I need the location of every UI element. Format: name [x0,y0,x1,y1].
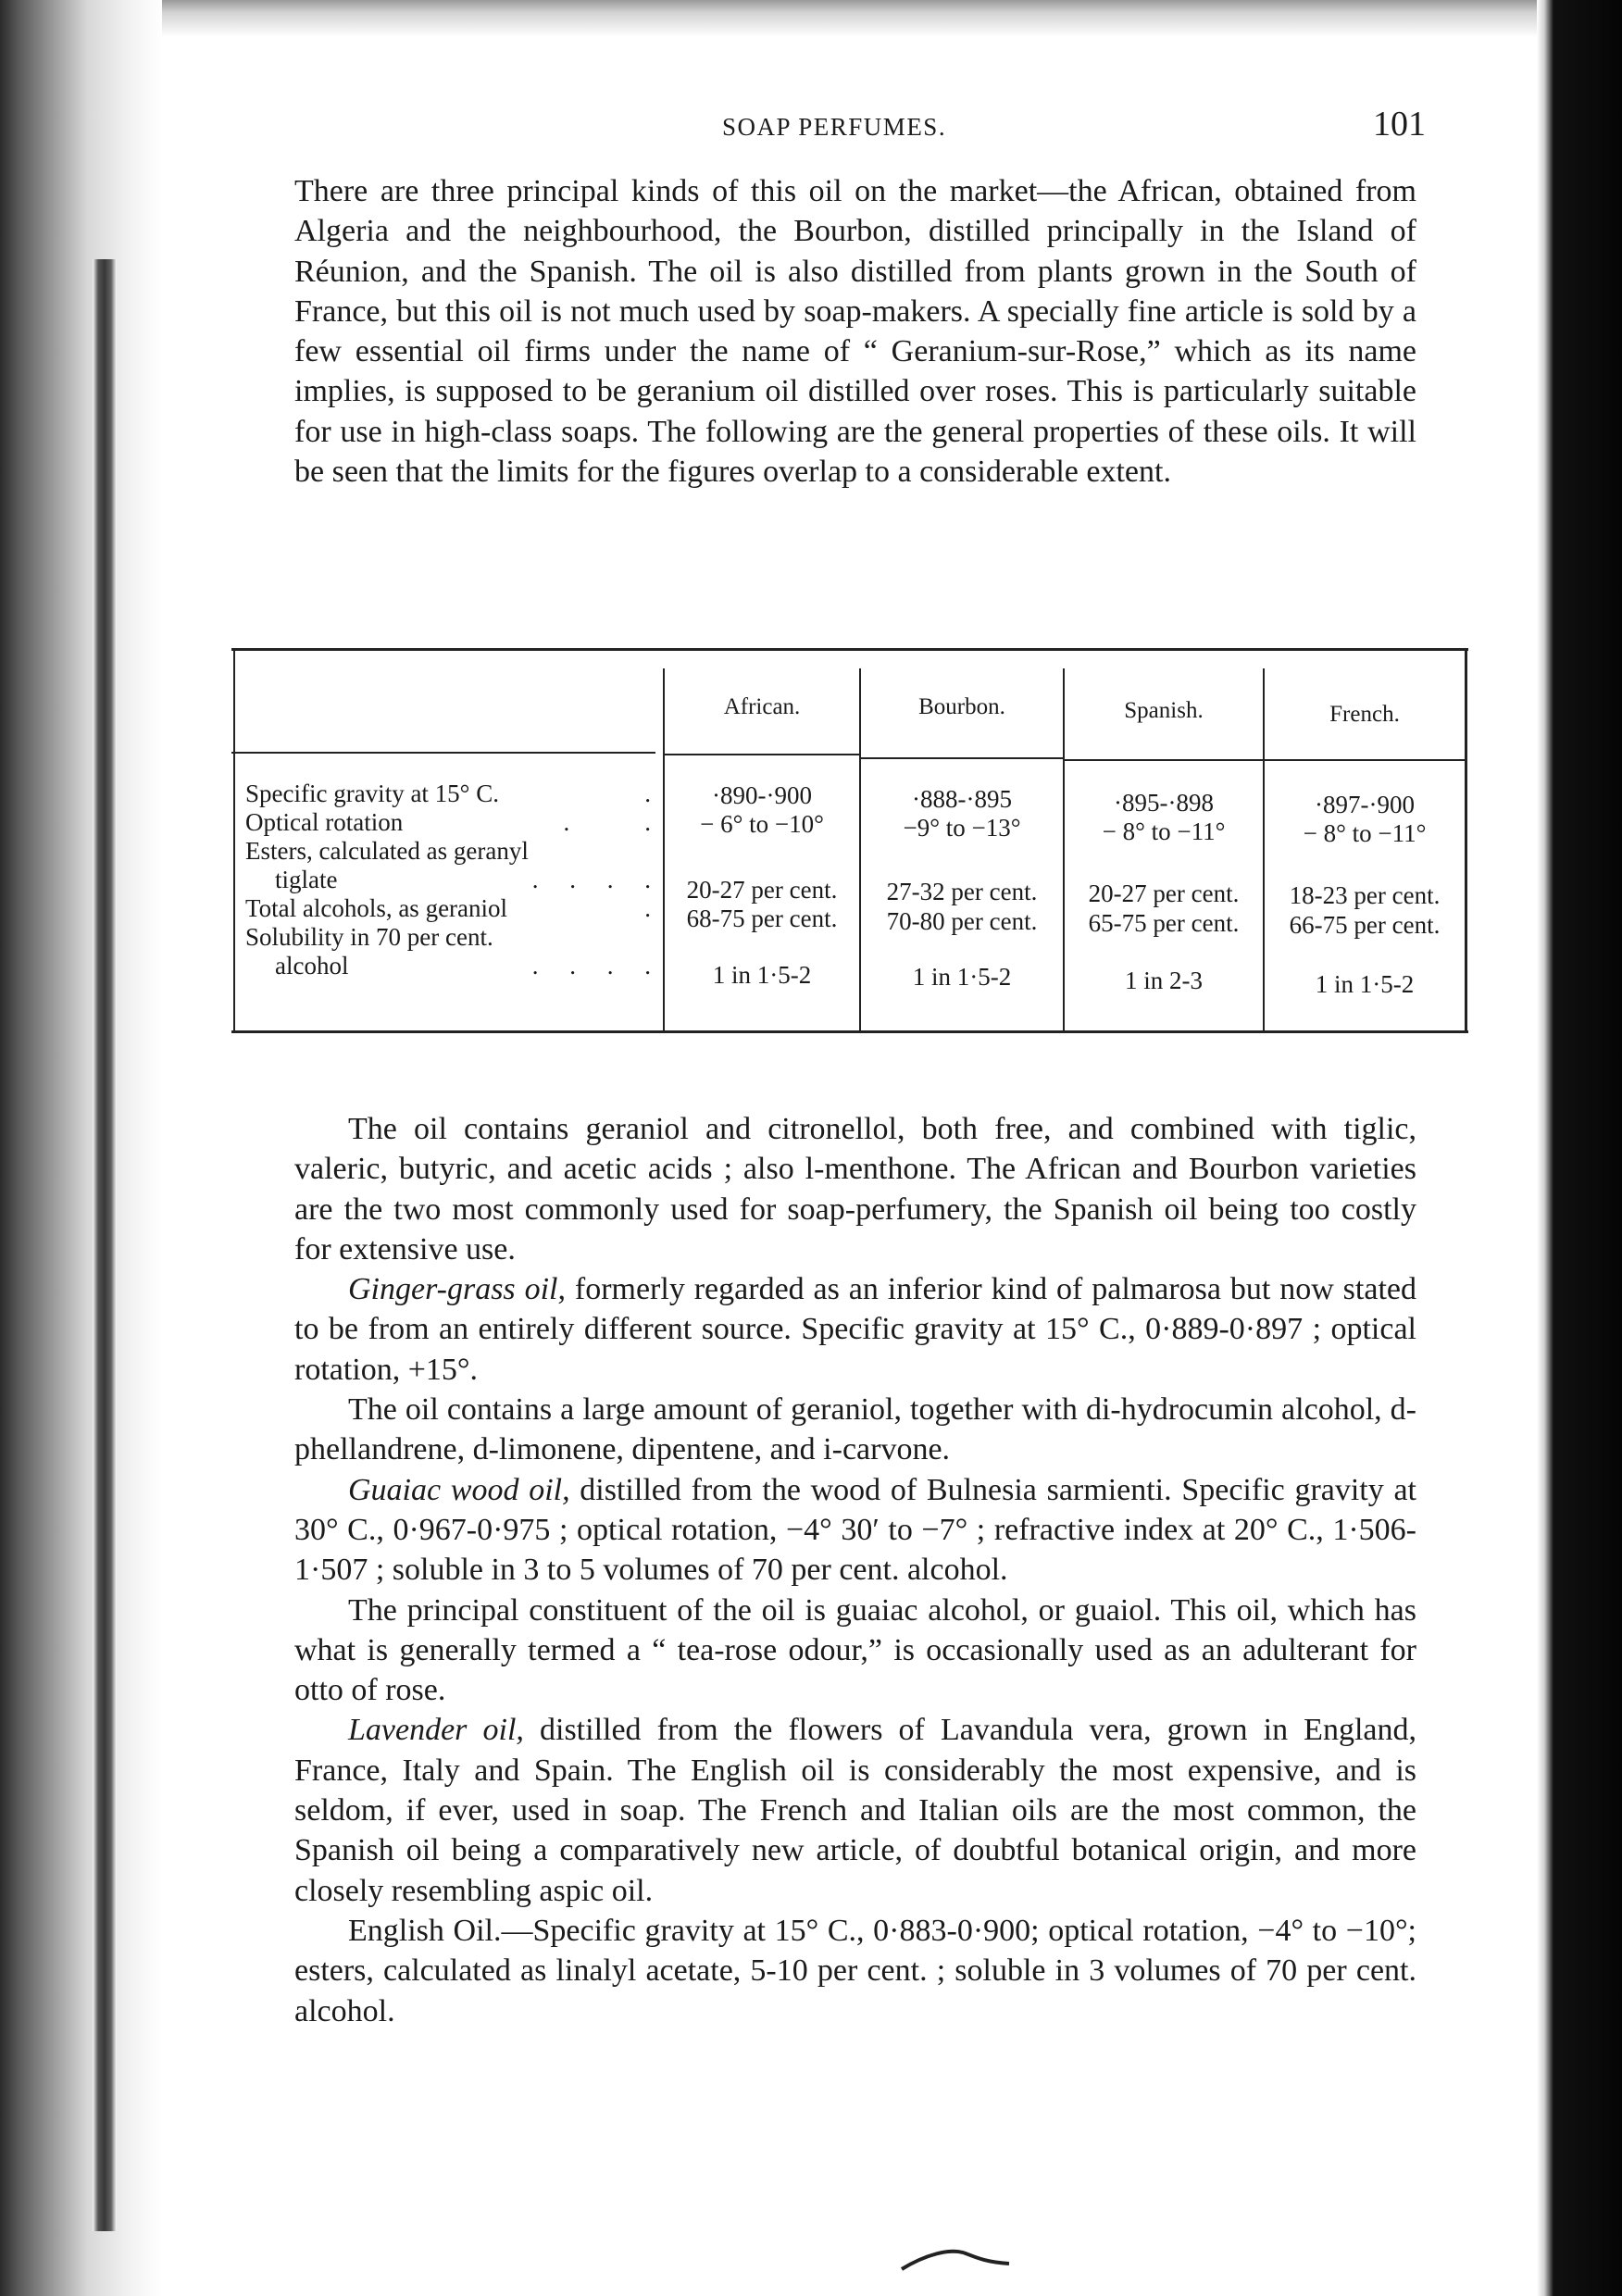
table-left-border [233,648,235,1033]
paragraph-geraniol: The oil contains geraniol and citronellol, both free, and combined with tiglic, valeric, butyric, and acetic acids ; also l-menthone. The African and Bourbon varieties are the two most commonly used for soap-perfumery, the Spanish oil being too costly for extensive use. [294,1112,1416,1267]
table-header-rule [663,754,859,755]
printer-flourish-mark [898,2245,1018,2273]
column-header-bourbon: Bourbon. [918,694,1005,719]
scan-right-edge [1537,0,1622,2296]
table-header-rule [1063,759,1263,761]
cell-french-esters: 18-23 per cent. [1289,881,1441,909]
row-label-total-alcohols: Total alcohols, as geraniol . [245,894,651,922]
row-label-solubility-cont: alcohol . . . . [275,952,651,980]
cell-french-rotation: − 8° to −11° [1303,819,1427,847]
row-label-specific-gravity: Specific gravity at 15° C. . [245,780,651,807]
row-label-solubility: Solubility in 70 per cent. [245,923,493,951]
cell-african-esters: 20-27 per cent. [686,876,838,904]
scan-top-edge [0,0,1622,37]
cell-french-alcohols: 66-75 per cent. [1289,911,1441,939]
cell-spanish-alcohols: 65-75 per cent. [1088,909,1240,937]
page-number: 101 [1373,105,1426,144]
row-label-esters: Esters, calculated as geranyl [245,837,529,865]
body-text [294,1109,1416,2031]
paragraph-lavender: Lavender oil, distilled from the flowers of Lavandula vera, grown in England, France, Italy and Spain. The English oil is considerably the most expensive, and is seldom, if ever, used in soap. The French and Italian oils are the most common, the Spanish oil being a comparatively new article, of doubtful botanical origin, and more closely resembling aspic oil. [294,1713,1416,1908]
column-header-spanish: Spanish. [1124,698,1204,723]
paragraph-guaiol: The principal constituent of the oil is guaiac alcohol, or guaiol. This oil, which has what is generally termed a “ tea-rose odour,” is occasionally used as an adulterant for otto of rose. [294,1592,1416,1708]
cell-french-solubility: 1 in 1·5-2 [1315,970,1415,998]
cell-spanish-rotation: − 8° to −11° [1102,817,1226,845]
cell-bourbon-alcohols: 70-80 per cent. [886,907,1038,935]
table-header-rule [231,752,655,754]
paragraph-ginger-grass-constituents: The oil contains a large amount of geraniol, together with di-hydrocumin alcohol, d-phellandrene, d-limonene, dipentene, and i-carvone. [294,1392,1416,1467]
column-header-french: French. [1329,702,1400,727]
running-title: SOAP PERFUMES. [722,113,947,141]
table-top-rule [231,648,1468,651]
column-header-african: African. [723,694,801,719]
cell-bourbon-gravity: ·888-·895 [912,785,1012,813]
paragraph-guaiac: Guaiac wood oil, distilled from the wood of Bulnesia sarmienti. Specific gravity at 30° C., 0·967-0·975 ; optical rotation, −4° 30′ to −7° ; refractive index at 20° C., 1·506-1·507 ; soluble in 3 to 5 volumes of 70 per cent. alcohol. [294,1472,1416,1588]
cell-african-rotation: − 6° to −10° [700,810,824,838]
table-header-rule [1263,759,1466,761]
properties-table [231,648,1468,1037]
cell-bourbon-solubility: 1 in 1·5-2 [912,963,1012,991]
cell-spanish-solubility: 1 in 2-3 [1125,967,1203,994]
table-bottom-rule [231,1030,1468,1033]
table-header-rule [859,757,1063,759]
scan-binding-stripe [93,259,117,2231]
paragraph-english-oil: English Oil.—Specific gravity at 15° C., 0·883-0·900; optical rotation, −4° to −10°; esters, calculated as linalyl acetate, 5-10 per cent. ; soluble in 3 volumes of 70 per cent. alcohol. [294,1913,1416,2028]
row-label-esters-cont: tiglate . . . . [275,866,651,893]
paragraph-ginger-grass: Ginger-grass oil, formerly regarded as an inferior kind of palmarosa but now stated to be from an entirely different source. Specific gravity at 15° C., 0·889-0·897 ; optical rotation, +15°. [294,1272,1416,1387]
cell-spanish-esters: 20-27 per cent. [1088,880,1240,907]
term-guaiac-wood-oil: Guaiac wood oil, [348,1472,570,1507]
cell-bourbon-rotation: −9° to −13° [903,814,1021,842]
table-right-border [1465,648,1467,1033]
intro-paragraph: There are three principal kinds of this oil on the market—the African, obtained from Algeria and the neighbourhood, the Bourbon, distilled principally in the Island of Réunion, and the Spanish. The oil is also distilled from plants grown in the South of France, but this oil is not much used by soap-makers. A specially fine article is sold by a few essential oil firms under the name of “ Geranium-sur-Rose,” which as its name implies, is supposed to be geranium oil distilled over roses. This is particularly suitable for use in high-class soaps. The following are the general properties of these oils. It will be seen that the limits for the figures overlap to a considerable extent. [294,174,1416,490]
scan-left-margin-shadow [0,0,162,2296]
term-lavender-oil: Lavender oil, [348,1713,524,1748]
page-header [296,104,1426,150]
cell-african-gravity: ·890-·900 [712,781,812,809]
cell-french-gravity: ·897-·900 [1315,791,1415,818]
cell-african-solubility: 1 in 1·5-2 [712,961,812,989]
row-label-optical-rotation: Optical rotation . . [245,808,651,836]
term-ginger-grass-oil: Ginger-grass oil, [348,1272,566,1307]
cell-bourbon-esters: 27-32 per cent. [886,878,1038,905]
cell-spanish-gravity: ·895-·898 [1114,789,1214,817]
cell-african-alcohols: 68-75 per cent. [686,905,838,932]
